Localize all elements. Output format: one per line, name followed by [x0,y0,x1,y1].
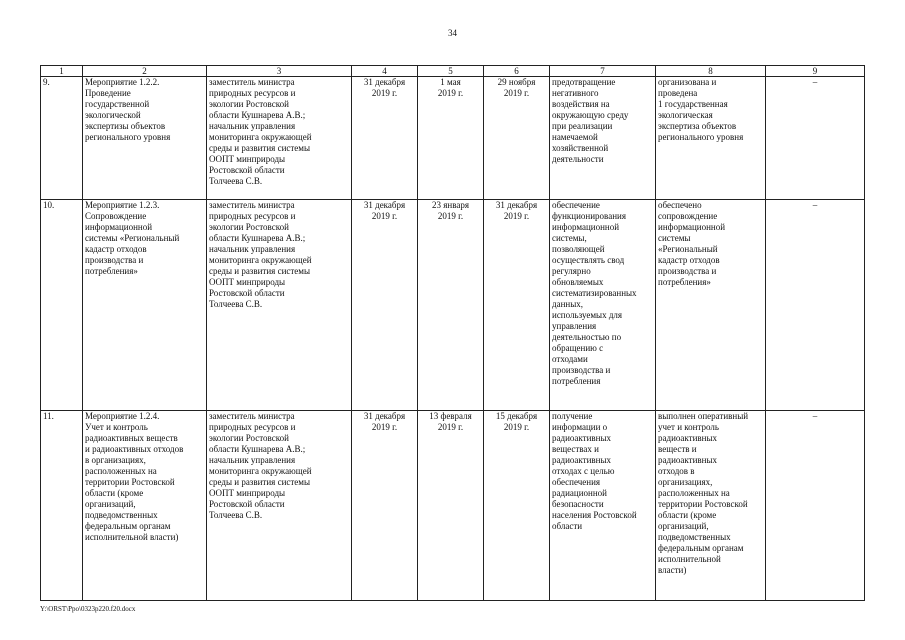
table-row [41,200,865,411]
table-row [41,411,865,601]
column-header: 2 [83,66,207,77]
page-number: 34 [448,28,457,38]
end-date-cell: 29 ноября 2019 г. [484,77,550,200]
column-header: 1 [41,66,83,77]
measures-table [40,65,865,601]
table-header-row [41,66,865,77]
column-header: 8 [656,66,766,77]
expected-result-cell: получение информации о радиоактивных веществах и радиоактивных отходах с целью обеспечения радиационной безопасности населения Ростовской области [550,411,656,601]
actual-result-cell: выполнен оперативный учет и контроль радиоактивных веществ и радиоактивных отходов в организациях, расположенных на территории Ростовской области (кроме организаций, подведомственных федеральным органам исполнительной власти) [656,411,766,601]
column-header: 9 [766,66,865,77]
column-header: 5 [418,66,484,77]
start-date-cell: 23 января 2019 г. [418,200,484,411]
column-header: 3 [207,66,352,77]
plan-date-cell: 31 декабря 2019 г. [352,200,418,411]
end-date-cell: 31 декабря 2019 г. [484,200,550,411]
measure-cell: Мероприятие 1.2.3. Сопровождение информационной системы «Региональный кадастр отходов производства и потребления» [83,200,207,411]
end-date-cell: 15 декабря 2019 г. [484,411,550,601]
start-date-cell: 1 мая 2019 г. [418,77,484,200]
start-date-cell: 13 февраля 2019 г. [418,411,484,601]
row-number: 11. [41,411,83,601]
measure-cell: Мероприятие 1.2.4. Учет и контроль радиоактивных веществ и радиоактивных отходов в организациях, расположенных на территории Ростовской области (кроме организаций, подведомственных федеральным органам исполнительной власти) [83,411,207,601]
column-header: 6 [484,66,550,77]
responsible-cell: заместитель министра природных ресурсов и экологии Ростовской области Кушнарева А.В.; начальник управления мониторинга окружающей среды и развития системы ООПТ минприроды Ростовской области Толчеева С.В. [207,77,352,200]
column-header: 7 [550,66,656,77]
plan-date-cell: 31 декабря 2019 г. [352,77,418,200]
row-number: 10. [41,200,83,411]
measure-cell: Мероприятие 1.2.2. Проведение государственной экологической экспертизы объектов регионального уровня [83,77,207,200]
actual-result-cell: организована и проведена 1 государственная экологическая экспертиза объектов регионального уровня [656,77,766,200]
note-cell: – [766,200,865,411]
file-path-footer: Y:\ORST\Ppo\0323p220.f20.docx [40,605,136,613]
responsible-cell: заместитель министра природных ресурсов и экологии Ростовской области Кушнарева А.В.; начальник управления мониторинга окружающей среды и развития системы ООПТ минприроды Ростовской области Толчеева С.В. [207,200,352,411]
expected-result-cell: предотвращение негативного воздействия на окружающую среду при реализации намечаемой хозяйственной деятельности [550,77,656,200]
note-cell: – [766,411,865,601]
column-header: 4 [352,66,418,77]
actual-result-cell: обеспечено сопровождение информационной системы «Региональный кадастр отходов производства и потребления» [656,200,766,411]
note-cell: – [766,77,865,200]
responsible-cell: заместитель министра природных ресурсов и экологии Ростовской области Кушнарева А.В.; начальник управления мониторинга окружающей среды и развития системы ООПТ минприроды Ростовской области Толчеева С.В. [207,411,352,601]
row-number: 9. [41,77,83,200]
expected-result-cell: обеспечение функционирования информационной системы, позволяющей осуществлять свод регулярно обновляемых систематизированных данных, используемых для управления деятельностью по обращению с отходами производства и потребления [550,200,656,411]
plan-date-cell: 31 декабря 2019 г. [352,411,418,601]
table-row [41,77,865,200]
